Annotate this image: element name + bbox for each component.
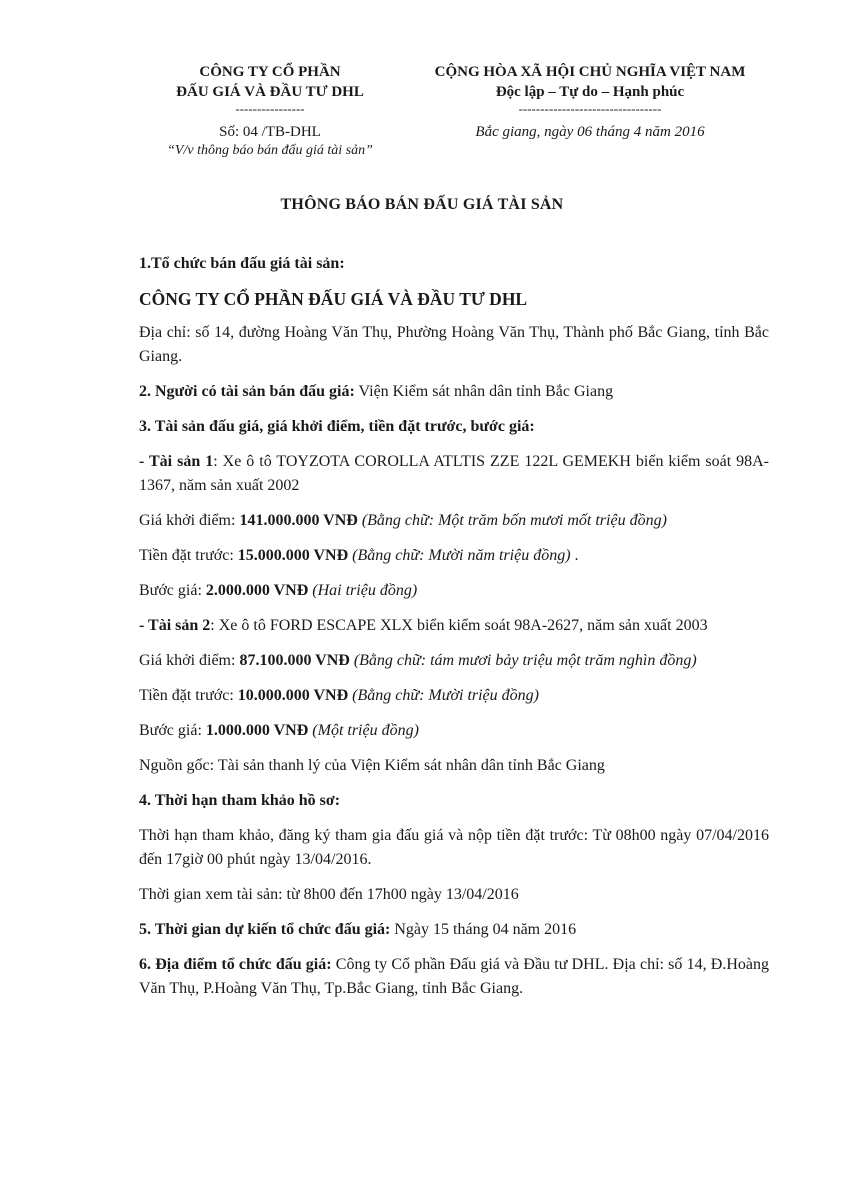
- asset-2-description: [139, 614, 769, 638]
- motto-divider: ---------------------------------: [518, 101, 662, 116]
- auction-date: Ngày 15 tháng 04 năm 2016: [390, 921, 577, 938]
- document-number: Số: 04 /TB-DHL: [219, 124, 321, 140]
- asset-2-deposit-value: 10.000.000 VNĐ: [237, 687, 349, 704]
- asset-viewing-time: Thời gian xem tài sản: từ 8h00 đến 17h00 ngày 13/04/2016: [139, 886, 519, 903]
- issuer-name-line1: CÔNG TY CỔ PHẦN: [199, 64, 341, 80]
- document-body: [139, 252, 769, 1012]
- issuer-name-line2: ĐẤU GIÁ VÀ ĐẦU TƯ DHL: [176, 84, 364, 100]
- asset-1-deposit-value: 15.000.000 VNĐ: [237, 547, 349, 564]
- asset-2-label: - Tài sản 2: [139, 617, 211, 634]
- section-2: [139, 380, 769, 404]
- section-4-heading: 4. Thời hạn tham khảo hồ sơ:: [139, 792, 341, 809]
- asset-1-desc: : Xe ô tô TOYZOTA COROLLA ATLTIS ZZE 122L GEMEKH biển kiểm soát 98A-1367, năm sản xuất 2002: [139, 453, 770, 494]
- asset-1-deposit: Tiền đặt trước: 15.000.000 VNĐ (Bằng chữ: Mười năm triệu đồng) .: [139, 547, 579, 564]
- section-2-label: 2. Người có tài sản bán đấu giá:: [139, 383, 355, 400]
- asset-2-step-value: 1.000.000 VNĐ: [205, 722, 309, 739]
- section-6-label: 6. Địa điểm tổ chức đấu giá:: [139, 956, 332, 973]
- national-motto: Độc lập – Tự do – Hạnh phúc: [495, 84, 685, 100]
- section-5-label: 5. Thời gian dự kiến tổ chức đấu giá:: [139, 921, 391, 938]
- asset-2-step: Bước giá: 1.000.000 VNĐ (Một triệu đồng): [139, 722, 419, 739]
- asset-2-start-value: 87.100.000 VNĐ: [239, 652, 350, 669]
- organizer-address: Địa chỉ: số 14, đường Hoàng Văn Thụ, Phường Hoàng Văn Thụ, Thành phố Bắc Giang, tỉnh Bắc Giang.: [139, 324, 769, 365]
- issuer-divider: ----------------: [235, 101, 305, 116]
- organizer-company: CÔNG TY CỔ PHẦN ĐẤU GIÁ VÀ ĐẦU TƯ DHL: [139, 289, 528, 309]
- asset-owner: Viện Kiểm sát nhân dân tỉnh Bắc Giang: [354, 383, 614, 400]
- asset-1-description: [139, 450, 769, 498]
- asset-origin: Nguồn gốc: Tài sản thanh lý của Viện Kiểm sát nhân dân tỉnh Bắc Giang: [139, 757, 605, 774]
- asset-2-desc: : Xe ô tô FORD ESCAPE XLX biển kiểm soát 98A-2627, năm sản xuất 2003: [210, 617, 708, 634]
- nation-title: CỘNG HÒA XÃ HỘI CHỦ NGHĨA VIỆT NAM: [434, 64, 746, 80]
- auction-location: Công ty Cổ phần Đấu giá và Đầu tư DHL. Địa chỉ: số 14, Đ.Hoàng Văn Thụ, P.Hoàng Văn Thụ, Tp.Bắc Giang, tỉnh Bắc Giang.: [139, 956, 770, 997]
- section-1-heading: 1.Tổ chức bán đấu giá tài sản:: [139, 255, 345, 272]
- section-3-heading: 3. Tài sản đấu giá, giá khởi điểm, tiền đặt trước, bước giá:: [139, 418, 535, 435]
- asset-2-start-price: Giá khởi điểm: 87.100.000 VNĐ (Bằng chữ: tám mươi bảy triệu một trăm nghìn đồng): [139, 652, 697, 669]
- document-title: THÔNG BÁO BÁN ĐẤU GIÁ TÀI SẢN: [280, 196, 564, 213]
- asset-2-deposit: Tiền đặt trước: 10.000.000 VNĐ (Bằng chữ: Mười triệu đồng): [139, 687, 539, 704]
- section-5: [139, 918, 769, 942]
- issuer-block: [120, 62, 420, 160]
- asset-1-step: Bước giá: 2.000.000 VNĐ (Hai triệu đồng): [139, 582, 418, 599]
- registration-deadline: Thời hạn tham khảo, đăng ký tham gia đấu giá và nộp tiền đặt trước: Từ 08h00 ngày 07/04/2016 đến 17giờ 00 phút ngày 13/04/2016.: [139, 827, 769, 868]
- asset-1-label: - Tài sản 1: [139, 453, 214, 470]
- asset-1-start-price: Giá khởi điểm: 141.000.000 VNĐ (Bằng chữ: Một trăm bốn mươi mốt triệu đồng): [139, 512, 667, 529]
- national-header-block: [380, 62, 800, 142]
- place-date: Bắc giang, ngày 06 tháng 4 năm 2016: [475, 124, 705, 140]
- asset-1-start-value: 141.000.000 VNĐ: [239, 512, 358, 529]
- document-subject: “V/v thông báo bán đấu giá tài sản”: [167, 143, 373, 158]
- section-6: [139, 953, 769, 1001]
- asset-1-step-value: 2.000.000 VNĐ: [205, 582, 309, 599]
